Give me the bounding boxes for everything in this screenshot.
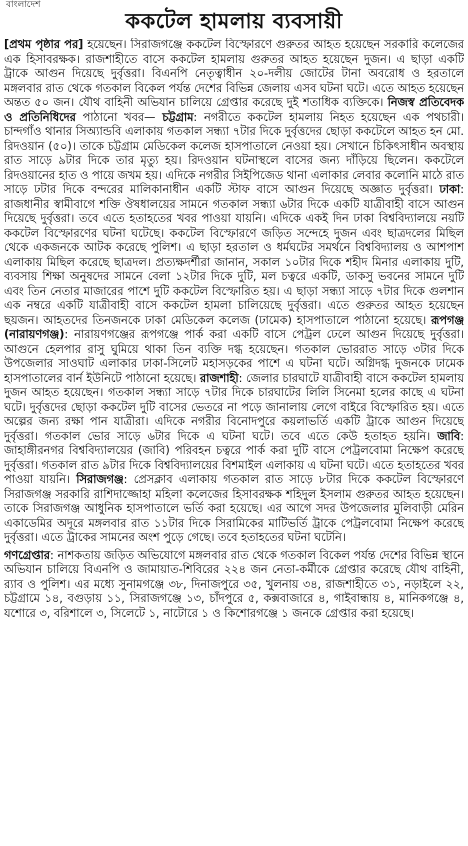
- body-text: : নগরীতে ককটেল হামলায় নিহত হয়েছেন এক পথচারী। চান্দগাঁও থানার সিঅ্যান্ডবি এলাকায় গতকাল সন্ধ্যা ৭টার দিকে দুর্বৃত্তদের ছোড়া ককটেলে আহত হন মো. রিদওয়ান (৫০)। তাকে চট্টগ্রাম মেডিকেল কলেজ হাসপাতালে নেওয়া হয়। সেখানে চিকিৎসাধীন অবস্থায় রাত সাড়ে ৯টার দিকে তার মৃত্যু হয়। রিদওয়ান ঘটনাস্থলে বাসের জন্য দাঁড়িয়ে ছিলেন। ককটেলে রিদওয়ানের হাত ও পায়ে জখম হয়। এদিকে নগরীর সিইপিজেড থানা এলাকার লেবার কলোনি মাঠে রাত সাড়ে ঢটার দিকে বন্দরের মালিকানাধীন একটি স্টাফ বাসে আগুন দিয়েছে অজ্ঞাত দুর্বৃত্তরা।: [4, 110, 464, 196]
- body-text: হয়েছেন। সিরাজগঞ্জে ককটেল বিস্ফোরণে গুরুতর আহত হয়েছেন সরকারি কলেজের এক হিসাবরক্ষক। রাজশাহীতে বাসে ককটেল হামলায় গুরুতর আহত হয়েছেন দুজন। এ ছাড়া একটি ট্রাকে আগুন দিয়েছে দুর্বৃত্তরা। বিএনপি নেতৃত্বাধীন ২০-দলীয় জোটের টানা অবরোধ ও হরতালে মঙ্গলবার রাত থেকে গতকাল বিকেল পর্যন্ত দেশের বিভিন্ন জেলায় এসব ঘটনা ঘটে। এতে আহত হয়েছেন অন্তত ৫০ জন। যৌথ বাহিনী অভিযান চালিয়ে গ্রেপ্তার করেছে দুই শতাধিক ব্যক্তিকে।: [4, 38, 464, 109]
- article-title: ককটেল হামলায় ব্যবসায়ী: [125, 9, 343, 33]
- article-body: [4, 38, 464, 844]
- article-paragraph-main: [4, 38, 464, 546]
- body-text: : জেলার চারঘাটে যাত্রীবাহী বাসে ককটেল হামলায় দুজন আহত হয়েছেন। গতকাল সন্ধ্যা সাড়ে ৭টার দিকে চারঘাটের লিলি সিনেমা হলের কাছে এ ঘটনা ঘটে। দুর্বৃত্তদের ছোড়া ককটেল দুটি বাসের ভেতরে না পড়ে জানালায় লেগে বাইরে বিস্ফোরিত হয়। এতে অল্পের জন্য রক্ষা পান যাত্রীরা। এদিকে নগরীর বিনোদপুরে কয়লাভর্তি একটি ট্রাকে আগুন দিয়েছে দুর্বৃত্তরা। গতকাল ভোর সাড়ে ৬টার দিকে এ ঘটনা ঘটে। তবে এতে কেউ হতাহত হয়নি।: [4, 371, 464, 443]
- body-text: : নারায়ণগঞ্জের রূপগঞ্জে পার্ক করা একটি বাসে পেট্রল ঢেলে আগুন দিয়েছে দুর্বৃত্তরা। আগুনে হেলপার রাসু ঘুমিয়ে থাকা তিন ব্যক্তি দগ্ধ হয়েছেন। গতকাল ভোররাত সাড়ে ৩টার দিকে উপজেলার সাওঘাট এলাকার ঢাকা-সিলেট মহাসড়কের পাশে এ ঘটনা ঘটে। অগ্নিদগ্ধ দুজনকে ঢামেক হাসপাতালের বার্ন ইউনিটে পাঠানো হয়েছে।: [4, 328, 464, 385]
- dateline-sirajganj: সিরাজগঞ্জ: [76, 473, 124, 486]
- dateline-rupganj: রূপগঞ্জ (নারায়ণগঞ্জ): [4, 313, 464, 341]
- page-header-marker: বাংলাদেশ: [6, 0, 41, 10]
- article-paragraph-arrests: [4, 549, 464, 622]
- dateline-chattogram: চট্টগ্রাম: [162, 110, 194, 124]
- continuation-marker: [প্রথম পৃষ্ঠার পর]: [4, 38, 84, 51]
- dateline-rajshahi: রাজশাহী: [199, 371, 239, 385]
- dateline-jabi: জাবি: [437, 429, 461, 443]
- body-text: পাঠানো খবর—: [75, 110, 163, 124]
- byline-reporters: নিজস্ব প্রতিবেদক ও প্রতিনিধিদের: [4, 96, 464, 124]
- body-text: : নাশকতায় জড়িত অভিযোগে মঙ্গলবার রাত থেকে গতকাল বিকেল পর্যন্ত দেশের বিভিন্ন স্থানে অভিযান চালিয়ে বিএনপি ও জামায়াত-শিবিরের ২২৪ জন নেতা-কর্মীকে গ্রেপ্তার করেছে যৌথ বাহিনী, র‌্যাব ও পুলিশ। এর মধ্যে সুনামগঞ্জে ৩৮, দিনাজপুরে ৩৫, খুলনায় ৩৪, রাজশাহীতে ৩১, নড়াইলে ২২, চট্টগ্রামে ১৪, বগুড়ায় ১১, সিরাজগঞ্জে ১৩, চাঁদপুরে ৫, কক্সবাজারে ৪, গাইবান্ধায় ৪, মানিকগঞ্জে ৪, যশোরে ৩, বরিশালে ৩, সিলেটে ১, নাটোরে ১ ও কিশোরগঞ্জে ১ জনকে গ্রেপ্তার করা হয়েছে।: [4, 548, 464, 620]
- subhead-mass-arrest: গণগ্রেপ্তার: [4, 548, 51, 562]
- body-text: : প্রেসক্লাব এলাকায় গতকাল রাত সাড়ে ৮টার দিকে ককটেল বিস্ফোরণে সিরাজগঞ্জ সরকারি রাশিদাজ্জোহা মহিলা কলেজের হিসাবরক্ষক শহিদুল ইসলাম গুরুতর আহত হয়েছেন। তাকে সিরাজগঞ্জ আধুনিক হাসপাতালে ভর্তি করা হয়েছে। এর আগে সদর উপজেলার মুলিবাড়ী মেরিন একাডেমির অদূরে মঙ্গলবার রাত ১১টার দিকে সিরামিকের মাটিভর্তি ট্রাকে পেট্রলবোমা নিক্ষেপ করেছে দুর্বৃত্তরা। এতে ট্রাকের সামনের অংশ পুড়ে গেছে। তবে হতাহতের ঘটনা ঘটেনি।: [4, 473, 464, 544]
- dateline-dhaka: ঢাকা: [439, 183, 461, 196]
- body-text: : জাহাঙ্গীরনগর বিশ্ববিদ্যালয়ের (জাবি) পরিবহন চত্বরে পার্ক করা দুটি বাসে পেট্রলবোমা নিক্ষেপ করেছে দুর্বৃত্তরা। গতকাল রাত ৯টার দিকে বিশ্ববিদ্যালয়ের বিশমাইল এলাকায় এ ঘটনা ঘটে। এতে হতাহতের খবর পাওয়া যায়নি।: [4, 429, 464, 486]
- body-text: : রাজধানীর স্বামীবাগে শক্তি ঔষধালয়ের সামনে গতকাল সন্ধ্যা ৬টার দিকে একটি যাত্রীবাহী বাসে আগুন দিয়েছে দুর্বৃত্তরা। তবে এতে হতাহতের খবর পাওয়া যায়নি। এদিকে একই দিন ঢাকা বিশ্ববিদ্যালয়ে নয়টি ককটেল বিস্ফোরণের ঘটনা ঘটেছে। ককটেল বিস্ফোরণে জড়িত সন্দেহে দুজন এবং ছাত্রদলের মিছিল থেকে একজনকে আটক করেছে পুলিশ। এ ছাড়া হরতাল ও ধর্মঘটের সমর্থনে বিশ্ববিদ্যালয় ও আশপাশ এলাকায় মিছিল করেছে ছাত্রদল। প্রত্যক্ষদর্শীরা জানান, সকাল ১০টার দিকে শহীদ মিনার এলাকায় দুটি, ব্যবসায় শিক্ষা অনুষদের সামনে বেলা ১২টার দিকে দুটি, মল চত্বরে একটি, ডাকসু ভবনের সামনে দুটি এবং তিন নেতার মাজারের পাশে দুটি ককটেল বিস্ফোরিত হয়। এ ছাড়া সন্ধ্যা সাড়ে ৭টার দিকে গুলশান এক নম্বরে একটি যাত্রীবাহী বাসে ককটেল হামলা চালিয়েছে দুর্বৃত্তরা। এতে গুরুতর আহত হয়েছেন ছয়জন। আহতদের তিনজনকে ঢাকা মেডিকেল কলেজ (ঢামেক) হাসপাতালে পাঠানো হয়েছে।: [4, 183, 464, 327]
